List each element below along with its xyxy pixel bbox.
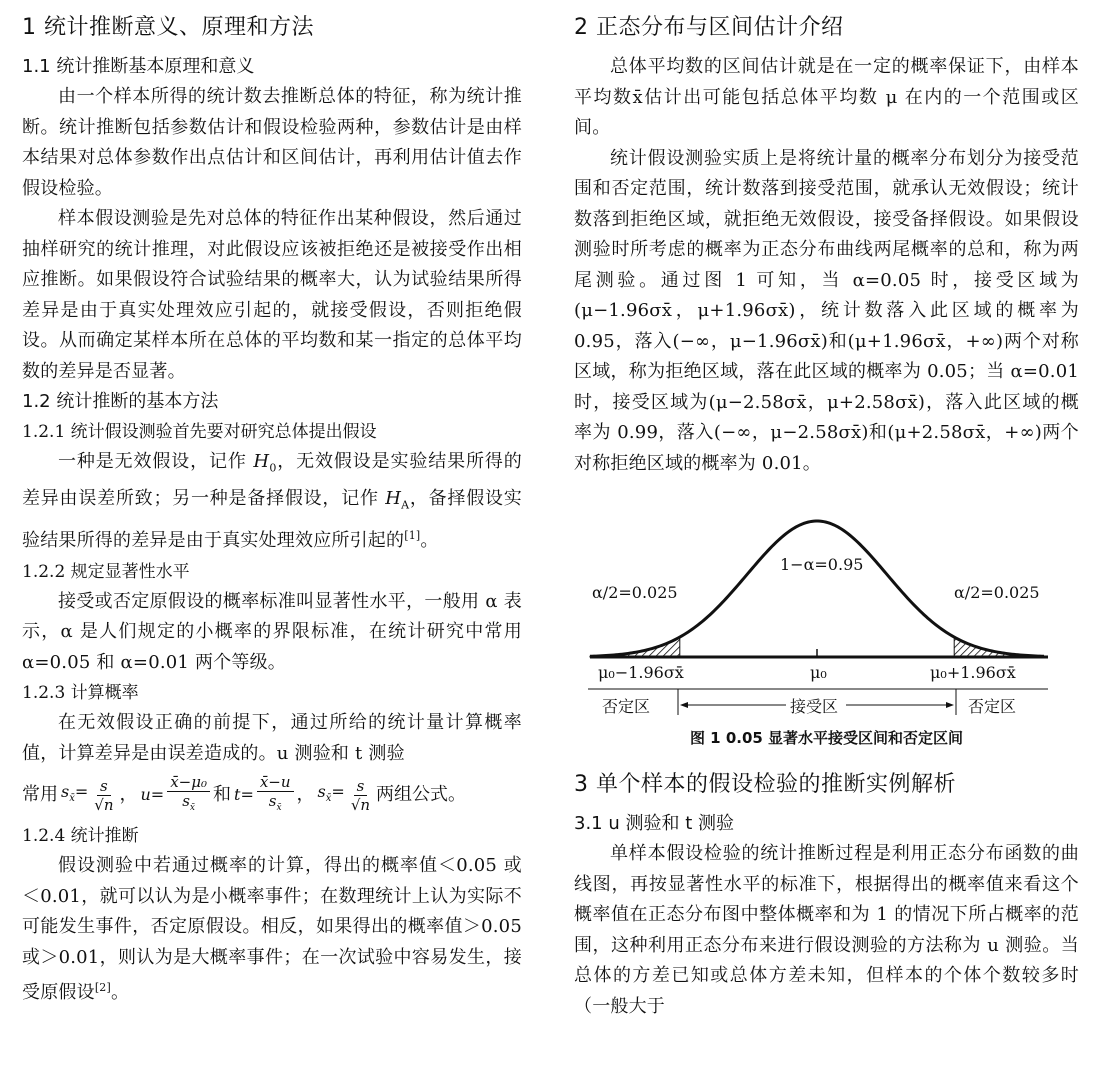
paragraph-1: 由一个样本所得的统计数去推断总体的特征，称为统计推断。统计推断包括参数估计和假设检验两种，参数估计是由样本结果对总体参数作出点估计和区间估计，再利用估计值去作假设检验。 [22, 86, 522, 199]
subsection-3-1-title: 3.1 u 测验和 t 测验 [574, 813, 734, 834]
subsection-1-1-title: 1.1 统计推断基本原理和意义 [22, 56, 255, 77]
arrowhead-right-icon [946, 702, 954, 708]
subsection-1-2-3-title: 1.2.3 计算概率 [22, 683, 139, 704]
figure-caption: 图 1 0.05 显著水平接受区间和否定区间 [689, 729, 964, 747]
subsection-1-2-2-title: 1.2.2 规定显著性水平 [22, 561, 190, 582]
paragraph-6: 假设测验中若通过概率的计算，得出的概率值＜0.05 或＜0.01，就可以认为是小概率事件；在数理统计上认为实际不可能发生事件，否定原假设。相反，如果得出的概率值＞0.05 或＞0.01，则认为是大概率事件；在一次试验中容易发生，接受原假设[2]。 [22, 855, 522, 1004]
accept-region-label: 接受区 [790, 697, 839, 716]
formula-line: 常用 $s_{x̄}=$ $\frac{s}{√n}$ ， u= $\frac{\text{x̄−μ₀}}{s_{x̄}}$ 和 t= $\frac{x̄-u}{s_{x̄}}$ ， $s_{x̄}=$ $\frac{s}{√n}$ 两组公式。 [22, 769, 522, 821]
right-column [574, 8, 1079, 1022]
reject-region-left-label: 否定区 [602, 697, 651, 716]
section-1-title: 1 统计推断意义、原理和方法 [22, 15, 314, 40]
normal-distribution-figure [574, 483, 1079, 723]
center-probability-label: 1−α=0.95 [780, 555, 864, 574]
citation-1[interactable]: [1] [404, 529, 421, 543]
fraction-t: $\frac{x̄-u}{s_{x̄}}$ [257, 773, 294, 817]
paragraph-4: 接受或否定原假设的概率标准叫显著性水平，一般用 α 表示，α 是人们规定的小概率的界限标准，在统计研究中常用 α=0.05 和 α=0.01 两个等级。 [22, 590, 522, 673]
arrowhead-left-icon [680, 702, 688, 708]
subsection-1-2-4-title: 1.2.4 统计推断 [22, 826, 139, 847]
left-bound-label: μ₀−1.96σx̄ [598, 663, 684, 682]
normal-curve-svg [574, 483, 1079, 723]
fraction-sx: $\frac{s}{√n}$ [94, 776, 114, 814]
fraction-u: $\frac{\text{x̄−μ₀}}{s_{x̄}}$ [167, 773, 210, 817]
paragraph-2: 样本假设测验是先对总体的特征作出某种假设，然后通过抽样研究的统计推理，对此假设应该被拒绝还是被接受作出相应推断。如果假设符合试验结果的概率大，认为试验结果所得差异是由于真实处理效应引起的，就接受假设，否则拒绝假设。从而确定某样本所在总体的平均数和某一指定的总体平均数的差异是否显著。 [22, 208, 522, 382]
paragraph-8: 统计假设测验实质上是将统计量的概率分布划分为接受范围和否定范围，统计数落到接受范围，就承认无效假设；统计数落到拒绝区域，就拒绝无效假设，接受备择假设。如果假设测验时所考虑的概率为正态分布曲线两尾概率的总和，称为两尾测验。通过图 1 可知，当 α=0.05 时，接受区域为(μ−1.96σx̄，μ+1.96σx̄)，统计数落入此区域的概率为 0.95，落入(−∞，μ−1.96σx̄)和(μ+1.96σx̄，+∞)两个对称区域，称为拒绝区域，落在此区域的概率为 0.05；当 α=0.01 时，接受区域为(μ−2.58σx̄，μ+2.58σx̄)，落入此区域的概率为 0.99，落入(−∞，μ−2.58σx̄)和(μ+2.58σx̄，+∞)两个对称拒绝区域的概率为 0.01。 [574, 147, 1079, 474]
left-rejection-area [590, 637, 680, 657]
left-column [22, 8, 522, 1009]
paragraph-7: 总体平均数的区间估计就是在一定的概率保证下，由样本平均数x̄估计出可能包括总体平均数 μ 在内的一个范围或区间。 [574, 56, 1079, 138]
paragraph-5: 在无效假设正确的前提下，通过所给的统计量计算概率值，计算差异是由误差造成的。u 测验和 t 测验 [22, 712, 522, 764]
center-mark-label: μ₀ [810, 663, 827, 682]
fraction-sx-2: $\frac{s}{√n}$ [350, 776, 371, 814]
right-tail-label: α/2=0.025 [954, 583, 1040, 602]
subsection-1-2-1-title: 1.2.1 统计假设测验首先要对研究总体提出假设 [22, 422, 377, 442]
section-3-title: 3 单个样本的假设检验的推断实例解析 [574, 772, 956, 797]
paragraph-9: 单样本假设检验的统计推断过程是利用正态分布函数的曲线图，再按显著性水平的标准下，根据得出的概率值来看这个概率值在正态分布图中整体概率和为 1 的情况下所占概率的范围，这种利用正态分布来进行假设测验的方法称为 u 测验。当总体的方差已知或总体方差未知，但样本的个体个数较多时（一般大于 [574, 843, 1079, 1017]
right-bound-label: μ₀+1.96σx̄ [930, 663, 1016, 682]
section-2-title: 2 正态分布与区间估计介绍 [574, 15, 844, 40]
left-tail-label: α/2=0.025 [592, 583, 678, 602]
right-rejection-area [954, 637, 1044, 657]
reject-region-right-label: 否定区 [968, 697, 1017, 716]
citation-2[interactable]: [2] [94, 981, 111, 995]
subsection-1-2-title: 1.2 统计推断的基本方法 [22, 391, 219, 412]
paragraph-3: 一种是无效假设，记作 $H_0$，无效假设是实验结果所得的差异由误差所致；另一种是备择假设，记作 $H_A$，备择假设实验结果所得的差异是由于真实处理效应所引起的[1]。 [22, 451, 522, 552]
